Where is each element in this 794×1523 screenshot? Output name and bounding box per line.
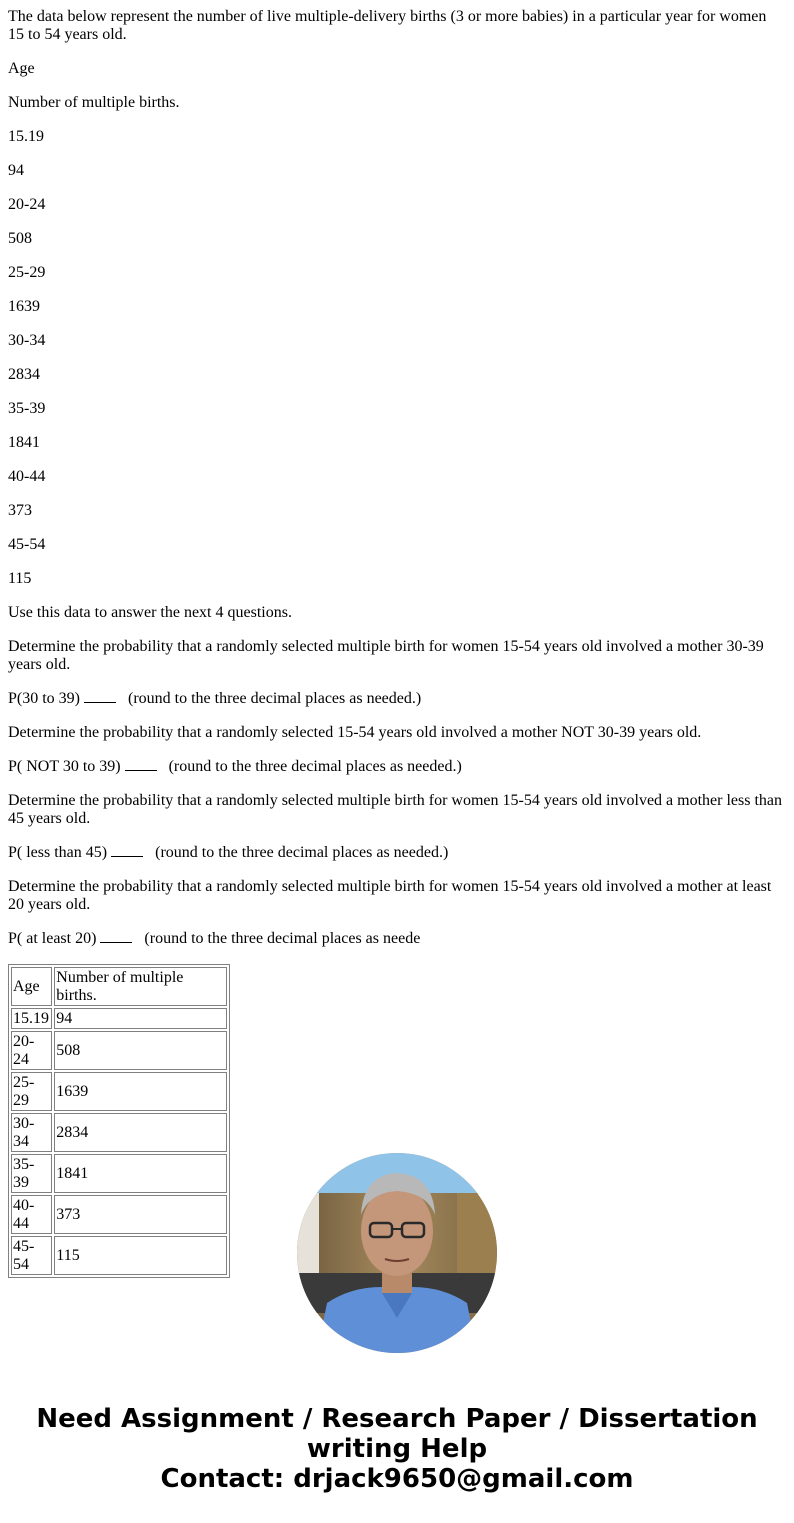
table-cell-births: 1841 <box>54 1154 227 1193</box>
table-cell-births: 508 <box>54 1031 227 1070</box>
answer-blank[interactable] <box>125 769 157 771</box>
table-header-births: Number of multiple births. <box>54 967 227 1006</box>
table-cell-age: 45-54 <box>11 1236 52 1275</box>
age-heading: Age <box>8 60 35 77</box>
table-cell-age: 40-44 <box>11 1195 52 1234</box>
promo-line: Need Assignment / Research Paper / Dissertation <box>36 1404 758 1434</box>
table-row <box>11 1113 227 1152</box>
list-births: 115 <box>8 570 32 587</box>
list-births: 1841 <box>8 434 40 451</box>
list-age: 15.19 <box>8 128 44 145</box>
data-table <box>8 964 230 1278</box>
table-cell-births: 373 <box>54 1195 227 1234</box>
data-table-container <box>8 964 230 1273</box>
list-births: 508 <box>8 230 32 247</box>
list-age: 20-24 <box>8 196 46 213</box>
answer-blank[interactable] <box>84 701 116 703</box>
person-portrait-icon <box>297 1153 497 1353</box>
intro-text: The data below represent the number of live multiple-delivery births (3 or more babies) in a particular year for women 15 to 54 years old. <box>8 8 767 43</box>
list-births: 1639 <box>8 298 40 315</box>
table-row <box>11 1195 227 1234</box>
answer-label: P( less than 45) <box>8 844 108 861</box>
list-age: 40-44 <box>8 468 46 485</box>
list-age: 45-54 <box>8 536 46 553</box>
question-text: Determine the probability that a randomly selected multiple birth for women 15-54 years old involved a mother less than 45 years old. <box>8 792 783 827</box>
table-cell-births: 2834 <box>54 1113 227 1152</box>
answer-line <box>8 844 786 862</box>
table-cell-age: 15.19 <box>11 1008 52 1029</box>
answer-label: P( at least 20) <box>8 930 97 947</box>
question-text: Determine the probability that a randomly selected multiple birth for women 15-54 years old involved a mother at least 20 years old. <box>8 878 772 913</box>
answer-label: P(30 to 39) <box>8 690 80 707</box>
profile-photo <box>297 1153 497 1353</box>
list-age: 30-34 <box>8 332 46 349</box>
table-cell-age: 20-24 <box>11 1031 52 1070</box>
promo-banner <box>0 1404 794 1494</box>
rounding-note: (round to the three decimal places as needed.) <box>155 844 449 861</box>
promo-line: writing Help <box>306 1434 488 1464</box>
list-births: 2834 <box>8 366 40 383</box>
table-cell-age: 35-39 <box>11 1154 52 1193</box>
answer-line <box>8 758 786 776</box>
answer-line <box>8 930 786 948</box>
table-row <box>11 1236 227 1275</box>
table-row <box>11 1031 227 1070</box>
table-header-age: Age <box>11 967 52 1006</box>
table-row <box>11 1072 227 1111</box>
list-births: 373 <box>8 502 32 519</box>
births-heading: Number of multiple births. <box>8 94 180 111</box>
list-age: 25-29 <box>8 264 46 281</box>
table-cell-births: 94 <box>54 1008 227 1029</box>
answer-label: P( NOT 30 to 39) <box>8 758 121 775</box>
instructions-text: Use this data to answer the next 4 questions. <box>8 604 292 621</box>
table-row <box>11 1154 227 1193</box>
list-age: 35-39 <box>8 400 46 417</box>
answer-blank[interactable] <box>100 941 132 943</box>
table-row <box>11 1008 227 1029</box>
table-header-row <box>11 967 227 1006</box>
contact-email[interactable]: Contact: drjack9650@gmail.com <box>160 1464 634 1494</box>
list-births: 94 <box>8 162 24 179</box>
rounding-note: (round to the three decimal places as neede <box>144 930 421 947</box>
question-text: Determine the probability that a randomly selected multiple birth for women 15-54 years old involved a mother 30-39 years old. <box>8 638 764 673</box>
question-text: Determine the probability that a randomly selected 15-54 years old involved a mother NOT 30-39 years old. <box>8 724 702 741</box>
table-cell-births: 1639 <box>54 1072 227 1111</box>
table-cell-age: 25-29 <box>11 1072 52 1111</box>
answer-blank[interactable] <box>111 855 143 857</box>
data-list <box>8 60 786 588</box>
table-cell-age: 30-34 <box>11 1113 52 1152</box>
table-cell-births: 115 <box>54 1236 227 1275</box>
answer-line <box>8 690 786 708</box>
rounding-note: (round to the three decimal places as needed.) <box>168 758 462 775</box>
rounding-note: (round to the three decimal places as needed.) <box>128 690 422 707</box>
